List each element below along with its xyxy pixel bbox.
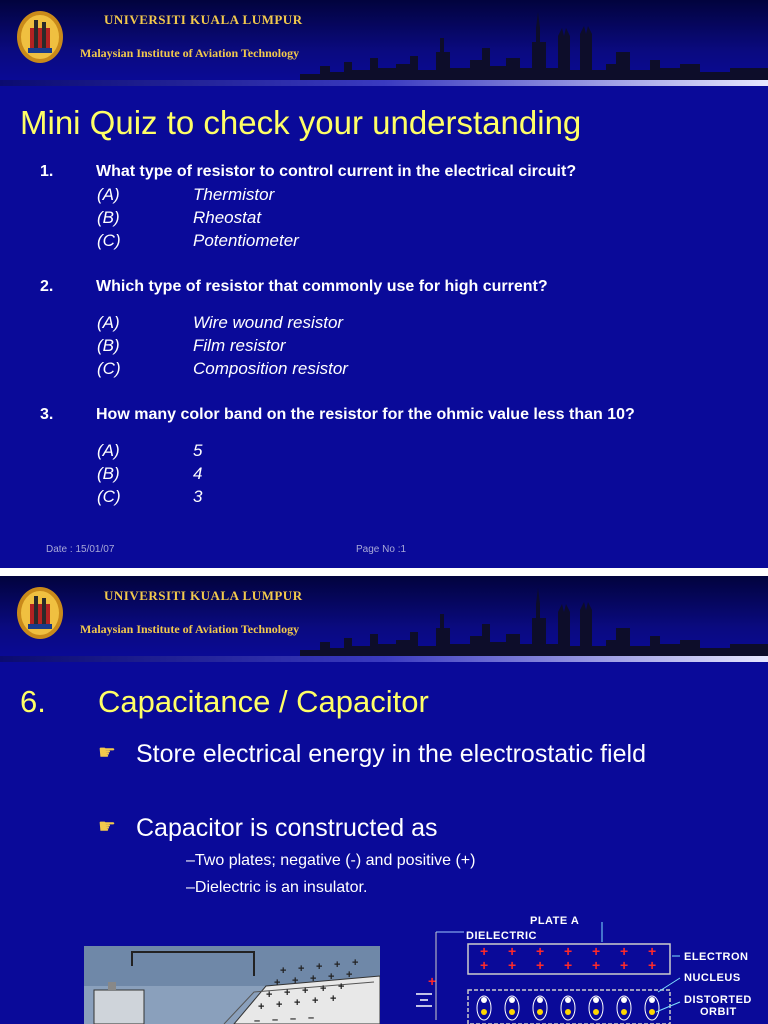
option-letter: (C)	[97, 487, 121, 506]
section-number: 6.	[20, 684, 46, 719]
university-name: UNIVERSITI KUALA LUMPUR	[104, 12, 303, 27]
city-skyline-icon	[300, 584, 768, 662]
svg-text:+: +	[352, 957, 359, 969]
svg-text:+: +	[564, 957, 573, 973]
header-band	[0, 80, 768, 86]
slide-header	[0, 576, 768, 662]
university-crest-icon	[16, 10, 64, 64]
svg-text:+: +	[428, 973, 437, 989]
svg-text:+: +	[280, 965, 287, 977]
option-text: Composition resistor	[193, 359, 348, 378]
svg-text:+: +	[316, 961, 323, 973]
plate-a-label: PLATE A	[530, 915, 580, 927]
option-letter: (C)	[97, 231, 121, 250]
svg-text:+: +	[536, 943, 545, 959]
city-skyline-icon	[300, 8, 768, 86]
svg-text:+: +	[294, 997, 301, 1009]
option-letter: (A)	[97, 185, 120, 204]
svg-text:–: –	[308, 1012, 315, 1024]
option-letter: (B)	[97, 464, 120, 483]
bullet-text: Capacitor is constructed as	[136, 814, 438, 842]
svg-text:+: +	[338, 981, 345, 993]
capacitor-plates-illustration	[84, 946, 380, 1024]
slide-title: Capacitance / Capacitor	[98, 684, 429, 719]
pointing-hand-icon: ☛	[98, 816, 116, 838]
option-text: Wire wound resistor	[193, 313, 344, 332]
svg-text:+: +	[592, 957, 601, 973]
institute-name: Malaysian Institute of Aviation Technology	[80, 46, 300, 60]
option-letter: (B)	[97, 208, 120, 227]
svg-text:+: +	[302, 985, 309, 997]
svg-text:+: +	[330, 993, 337, 1005]
question-number: 3.	[40, 406, 54, 423]
svg-text:+: +	[298, 963, 305, 975]
svg-text:+: +	[258, 1001, 265, 1013]
svg-text:+: +	[508, 943, 517, 959]
slide-divider	[0, 568, 768, 576]
footer-date: Date : 15/01/07	[46, 544, 115, 555]
svg-text:+: +	[648, 957, 657, 973]
slide-title: Mini Quiz to check your understanding	[20, 104, 582, 141]
sub-point: –Dielectric is an insulator.	[186, 879, 368, 896]
svg-text:–: –	[272, 1014, 279, 1024]
slide-header	[0, 0, 768, 86]
electron-label: ELECTRON	[684, 951, 749, 963]
nucleus-label: NUCLEUS	[684, 972, 741, 984]
university-name: UNIVERSITI KUALA LUMPUR	[104, 588, 303, 603]
option-letter: (A)	[97, 441, 120, 460]
svg-text:+: +	[592, 943, 601, 959]
option-text: 5	[193, 441, 203, 460]
svg-text:+: +	[346, 969, 353, 981]
option-text: Rheostat	[193, 208, 262, 227]
option-text: Potentiometer	[193, 231, 299, 250]
orbit-label: ORBIT	[700, 1006, 737, 1018]
svg-text:+: +	[284, 987, 291, 999]
bullet-text: Store electrical energy in the electrostatic field	[136, 740, 646, 768]
svg-text:+: +	[536, 957, 545, 973]
svg-text:+: +	[480, 957, 489, 973]
dielectric-label: DIELECTRIC	[466, 930, 537, 942]
svg-text:+: +	[292, 975, 299, 987]
svg-text:+: +	[508, 957, 517, 973]
svg-text:+: +	[266, 989, 273, 1001]
svg-text:+: +	[620, 957, 629, 973]
svg-text:+: +	[564, 943, 573, 959]
option-text: Thermistor	[193, 185, 275, 204]
sub-point: –Two plates; negative (-) and positive (+)	[186, 852, 476, 869]
option-text: 4	[193, 464, 203, 483]
university-crest-icon	[16, 586, 64, 640]
svg-text:+: +	[320, 983, 327, 995]
question-text: How many color band on the resistor for the ohmic value less than 10?	[96, 406, 635, 423]
svg-text:+: +	[274, 977, 281, 989]
svg-text:+: +	[328, 971, 335, 983]
question-text: What type of resistor to control current in the electrical circuit?	[96, 163, 577, 180]
option-letter: (A)	[97, 313, 120, 332]
option-text: Film resistor	[193, 336, 286, 355]
footer-page-number: Page No :1	[356, 544, 407, 555]
question-number: 2.	[40, 278, 54, 295]
question-number: 1.	[40, 163, 54, 180]
svg-text:+: +	[276, 999, 283, 1011]
option-letter: (C)	[97, 359, 121, 378]
svg-text:+: +	[334, 959, 341, 971]
header-band	[0, 656, 768, 662]
svg-text:+: +	[310, 973, 317, 985]
distorted-label: DISTORTED	[684, 994, 752, 1006]
svg-text:–: –	[254, 1015, 261, 1024]
option-text: 3	[193, 487, 203, 506]
svg-text:+: +	[312, 995, 319, 1007]
svg-text:–: –	[290, 1013, 297, 1024]
svg-text:+: +	[648, 943, 657, 959]
svg-text:+: +	[480, 943, 489, 959]
option-letter: (B)	[97, 336, 120, 355]
institute-name: Malaysian Institute of Aviation Technology	[80, 622, 300, 636]
svg-text:+: +	[620, 943, 629, 959]
question-text: Which type of resistor that commonly use for high current?	[96, 278, 548, 295]
pointing-hand-icon: ☛	[98, 742, 116, 764]
